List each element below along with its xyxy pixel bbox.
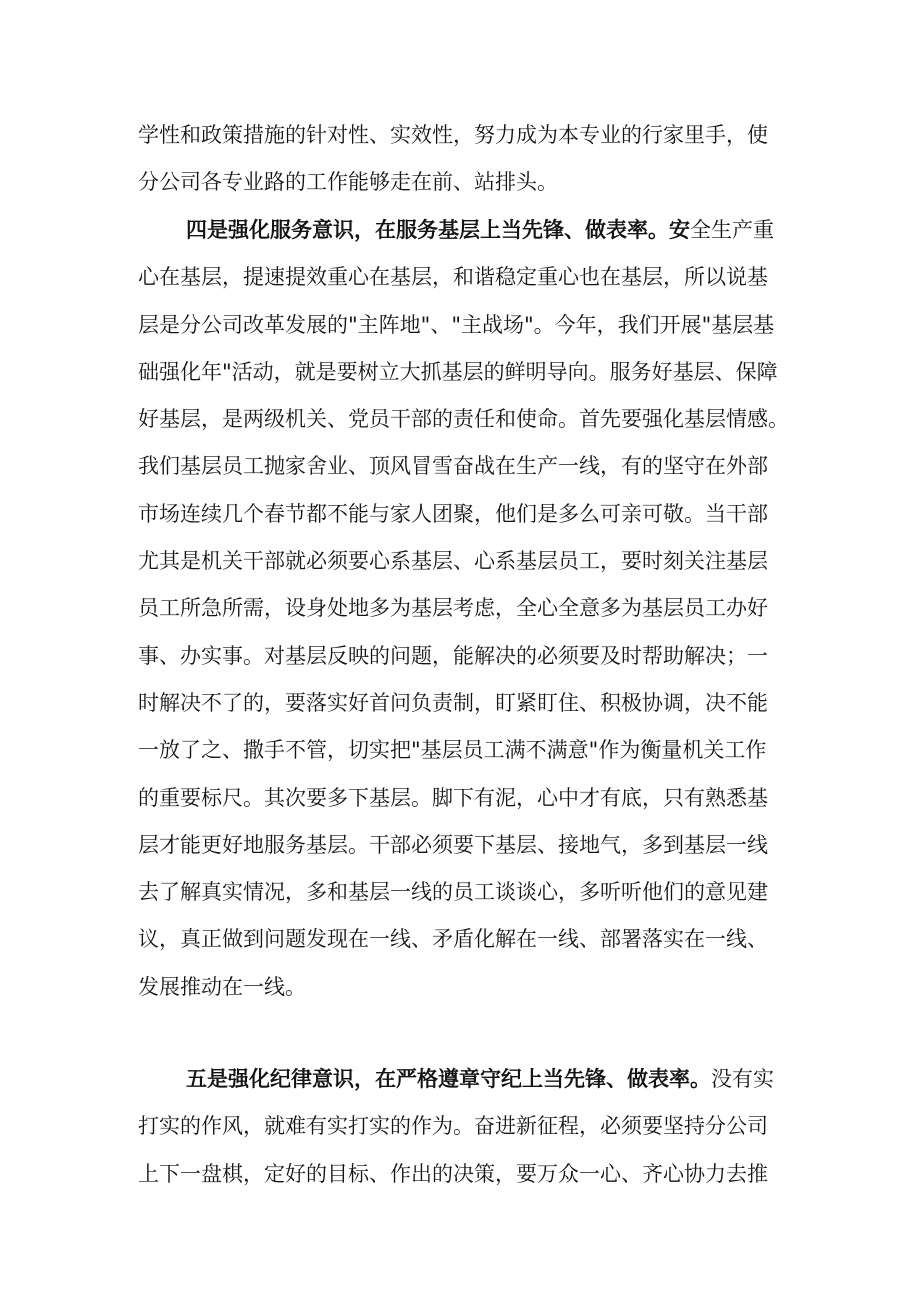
text-line: 员工所急所需，设身处地多为基层考虑，全心全意多为基层员工办好 — [138, 596, 768, 621]
text-line: 础强化年"活动，就是要树立大抓基层的鲜明导向。服务好基层、保障 — [138, 359, 778, 384]
paragraph-3 — [138, 1056, 792, 1198]
text-line: 层才能更好地服务基层。干部必须要下基层、接地气，多到基层一线 — [138, 832, 768, 857]
paragraph-heading: 五是强化纪律意识，在严格遵章守纪上当先锋、做表率。 — [186, 1067, 711, 1091]
text-line: 事、办实事。对基层反映的问题，能解决的必须要及时帮助解决；一 — [138, 643, 768, 668]
text-line: 市场连续几个春节都不能与家人团聚，他们是多么可亲可敬。当干部 — [138, 501, 768, 526]
text-line: 我们基层员工抛家舍业、顶风冒雪奋战在生产一线，有的坚守在外部 — [138, 454, 768, 479]
text-line: 层是分公司改革发展的"主阵地"、"主战场"。今年，我们开展"基层基 — [138, 312, 775, 337]
paragraph-first-line-text: 没有实 — [711, 1067, 774, 1091]
paragraph-first-line-text: 全生产重 — [690, 218, 774, 242]
text-line: 尤其是机关干部就必须要心系基层、心系基层员工，要时刻关注基层 — [138, 549, 768, 574]
text-line: 一放了之、撒手不管，切实把"基层员工满不满意"作为衡量机关工作 — [138, 738, 767, 763]
paragraph-1 — [138, 112, 792, 207]
paragraph-heading: 四是强化服务意识，在服务基层上当先锋、做表率。安 — [186, 218, 690, 242]
text-line: 分公司各专业路的工作能够走在前、站排头。 — [138, 170, 558, 195]
text-line: 议，真正做到问题发现在一线、矛盾化解在一线、部署落实在一线、 — [138, 927, 768, 952]
text-line: 的重要标尺。其次要多下基层。脚下有泥，心中才有底，只有熟悉基 — [138, 785, 768, 810]
text-line: 学性和政策措施的针对性、实效性，努力成为本专业的行家里手，使 — [138, 123, 768, 147]
text-line: 上下一盘棋，定好的目标、作出的决策，要万众一心、齐心协力去推 — [138, 1161, 768, 1186]
paragraph-first-line — [138, 1056, 792, 1103]
paragraph-first-line — [138, 207, 792, 254]
text-line: 发展推动在一线。 — [138, 974, 306, 999]
text-line: 打实的作风，就难有实打实的作为。奋进新征程，必须要坚持分公司 — [138, 1114, 768, 1139]
text-line: 心在基层，提速提效重心在基层，和谐稳定重心也在基层，所以说基 — [138, 265, 768, 290]
text-line: 时解决不了的，要落实好首问负责制，盯紧盯住、积极协调，决不能 — [138, 690, 768, 715]
paragraph-2 — [138, 207, 792, 1011]
text-line: 好基层，是两级机关、党员干部的责任和使命。首先要强化基层情感。 — [138, 407, 789, 432]
text-line: 去了解真实情况，多和基层一线的员工谈谈心，多听听他们的意见建 — [138, 880, 768, 905]
